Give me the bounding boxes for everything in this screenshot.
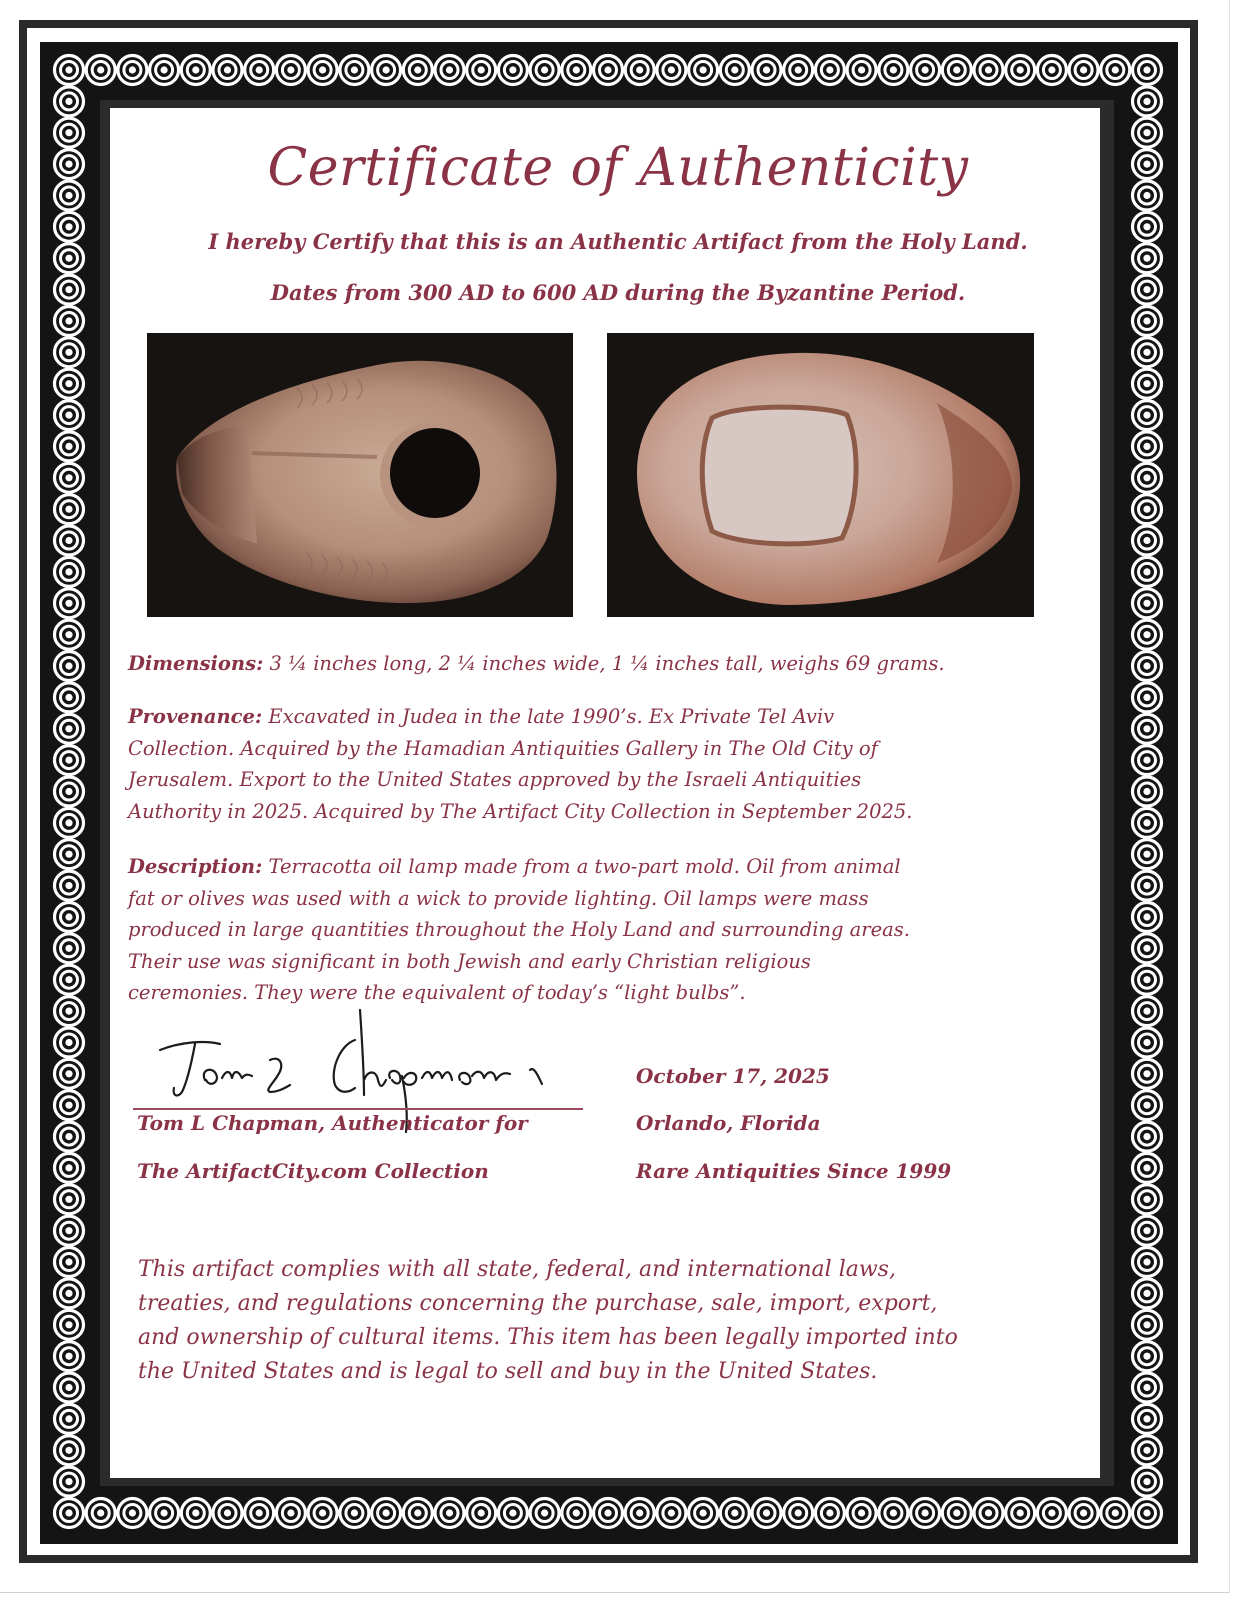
certificate-title: Certificate of Authenticity [267, 138, 969, 198]
dimensions-text: 3 ¼ inches long, 2 ¼ inches wide, 1 ¼ inches tall, weighs 69 grams. [269, 652, 945, 675]
authenticator-name: Tom L Chapman, Authenticator for [137, 1111, 528, 1135]
certificate-location: Orlando, Florida [636, 1111, 821, 1135]
oil-lamp-top-image [147, 333, 573, 617]
description-line: Terracotta oil lamp made from a two-part mold. Oil from animal [268, 855, 901, 878]
dating-statement: Dates from 300 AD to 600 AD during the Byzantine Period. [270, 280, 966, 305]
compliance-line: This artifact complies with all state, federal, and international laws, [138, 1257, 896, 1282]
provenance-label: Provenance: [128, 705, 263, 728]
compliance-line: treaties, and regulations concerning the purchase, sale, import, export, [138, 1291, 938, 1316]
provenance-line: Collection. Acquired by the Hamadian Antiquities Gallery in The Old City of [128, 736, 878, 760]
company-tagline: Rare Antiquities Since 1999 [636, 1159, 952, 1183]
certification-statement: I hereby Certify that this is an Authentic Artifact from the Holy Land. [208, 229, 1028, 254]
provenance-line: Excavated in Judea in the late 1990’s. Ex Private Tel Aviv [268, 705, 835, 728]
description-line: ceremonies. They were the equivalent of today’s “light bulbs”. [128, 981, 746, 1004]
description-line: Their use was significant in both Jewish and early Christian religious [128, 949, 811, 973]
photo-oil-lamp-top [147, 333, 573, 617]
description-label: Description: [128, 855, 263, 878]
oil-lamp-base-image [607, 333, 1034, 617]
certificate-date: October 17, 2025 [636, 1064, 830, 1088]
compliance-line: and ownership of cultural items. This item has been legally imported into [138, 1325, 958, 1350]
dimensions-label: Dimensions: [128, 652, 264, 675]
dimensions-section [128, 648, 1068, 680]
provenance-line: Authority in 2025. Acquired by The Artifact City Collection in September 2025. [128, 799, 913, 823]
compliance-line: the United States and is legal to sell and buy in the United States. [138, 1359, 878, 1384]
provenance-section [128, 701, 1068, 827]
photo-oil-lamp-base [607, 333, 1034, 617]
description-line: produced in large quantities throughout the Holy Land and surrounding areas. [128, 918, 910, 941]
description-section [128, 851, 1068, 1009]
legal-compliance-statement [138, 1253, 1098, 1389]
collection-name: The ArtifactCity.com Collection [137, 1159, 489, 1183]
description-line: fat or olives was used with a wick to provide lighting. Oil lamps were mass [128, 886, 869, 910]
provenance-line: Jerusalem. Export to the United States approved by the Israeli Antiquities [128, 768, 862, 791]
page-edge [0, 1592, 1230, 1593]
signature-line [133, 1108, 583, 1110]
